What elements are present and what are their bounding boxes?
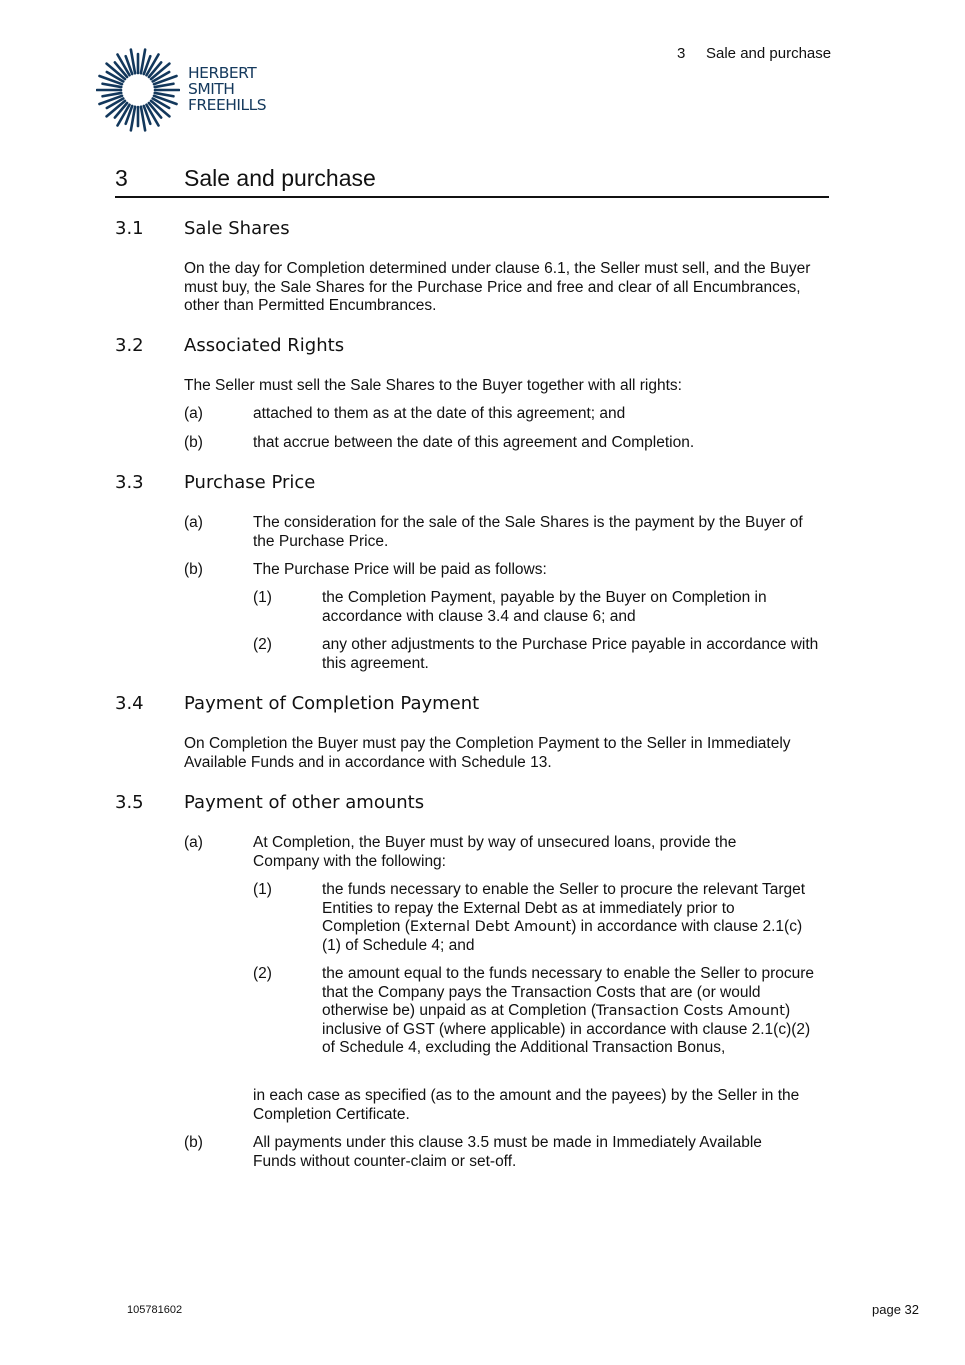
clause-3-1-text: On the day for Completion determined under clause 6.1, the Seller must sell, and the Buyer must buy, the Sale Shares for the Purchase Price and free and clear of all Encumbrances, other than Permitted Encumbrances. [184, 260, 811, 314]
sublist-label: (1) [253, 881, 272, 898]
defined-term: Transaction Costs Amount [595, 1003, 785, 1019]
clause-title: Payment of other amounts [184, 792, 425, 813]
sublist-item [322, 965, 814, 1058]
sublist-text: the funds necessary to enable the Seller to procure the relevant Target Entities to repay the External Debt as at immediately prior to Completion ( [322, 881, 806, 935]
list-item: that accrue between the date of this agreement and Completion. [253, 434, 695, 451]
running-header-number: 3 [677, 45, 686, 62]
list-label: (a) [184, 405, 203, 422]
list-label: (a) [184, 834, 203, 851]
clause-title: Purchase Price [184, 472, 316, 493]
section-title: Sale and purchase [184, 165, 376, 191]
sublist-text: ) inclusive of GST (where applicable) in accordance with clause 2.1(c)(2) of Schedule 4, excluding the Additional Transaction Bonus, [322, 1002, 811, 1056]
list-item: The Purchase Price will be paid as follows: [253, 561, 547, 578]
clause-number: 3.5 [115, 792, 144, 813]
list-item: At Completion, the Buyer must by way of unsecured loans, provide the Company with the following: [253, 834, 737, 870]
list-label: (b) [184, 1134, 203, 1151]
clause-3-4-heading [115, 693, 479, 715]
page-number: page 32 [872, 1302, 919, 1317]
clause-title: Sale Shares [184, 218, 290, 239]
list-label: (b) [184, 434, 203, 451]
sublist-label: (1) [253, 589, 272, 606]
running-header [677, 45, 831, 62]
sublist-item: the Completion Payment, payable by the Buyer on Completion in accordance with clause 3.4 and clause 6; and [322, 589, 767, 625]
clause-3-5-tail: in each case as specified (as to the amount and the payees) by the Seller in the Completion Certificate. [253, 1087, 800, 1123]
section-number: 3 [115, 165, 128, 191]
clause-3-5-heading [115, 792, 424, 814]
clause-3-1-heading [115, 218, 290, 240]
clause-number: 3.2 [115, 335, 144, 356]
sublist-label: (2) [253, 636, 272, 653]
clause-number: 3.4 [115, 693, 144, 714]
clause-number: 3.3 [115, 472, 144, 493]
sublist-text: the amount equal to the funds necessary to enable the Seller to procure that the Company pays the Transaction Costs that are (or would otherwise be) unpaid as at Completion ( [322, 965, 815, 1019]
list-item: All payments under this clause 3.5 must be made in Immediately Available Funds without counter-claim or set-off. [253, 1134, 762, 1170]
sublist-item: any other adjustments to the Purchase Price payable in accordance with this agreement. [322, 636, 819, 672]
clause-title: Payment of Completion Payment [184, 693, 480, 714]
clause-3-3-heading [115, 472, 315, 494]
clause-3-4-text: On Completion the Buyer must pay the Completion Payment to the Seller in Immediately Available Funds and in accordance with Schedule 13. [184, 735, 791, 771]
clause-3-2-intro: The Seller must sell the Sale Shares to the Buyer together with all rights: [184, 377, 682, 394]
logo-line-1: HERBERT [188, 64, 257, 82]
running-header-title: Sale and purchase [706, 45, 832, 62]
section-heading [115, 164, 829, 198]
logo-line-2: SMITH [188, 80, 235, 98]
sublist-text: ) in accordance with clause 2.1(c)(1) of Schedule 4; and [322, 918, 803, 954]
list-item: The consideration for the sale of the Sale Shares is the payment by the Buyer of the Purchase Price. [253, 514, 803, 550]
list-label: (a) [184, 514, 203, 531]
logo-sunburst-icon [96, 48, 180, 132]
clause-number: 3.1 [115, 218, 144, 239]
list-item: attached to them as at the date of this agreement; and [253, 405, 626, 422]
clause-3-2-heading [115, 335, 344, 357]
sublist-label: (2) [253, 965, 272, 982]
sublist-item [322, 881, 814, 955]
clause-title: Associated Rights [184, 335, 345, 356]
defined-term: External Debt Amount [409, 919, 572, 935]
logo-wordmark [188, 65, 266, 113]
logo-line-3: FREEHILLS [188, 96, 267, 114]
list-label: (b) [184, 561, 203, 578]
document-id: 105781602 [127, 1304, 183, 1316]
